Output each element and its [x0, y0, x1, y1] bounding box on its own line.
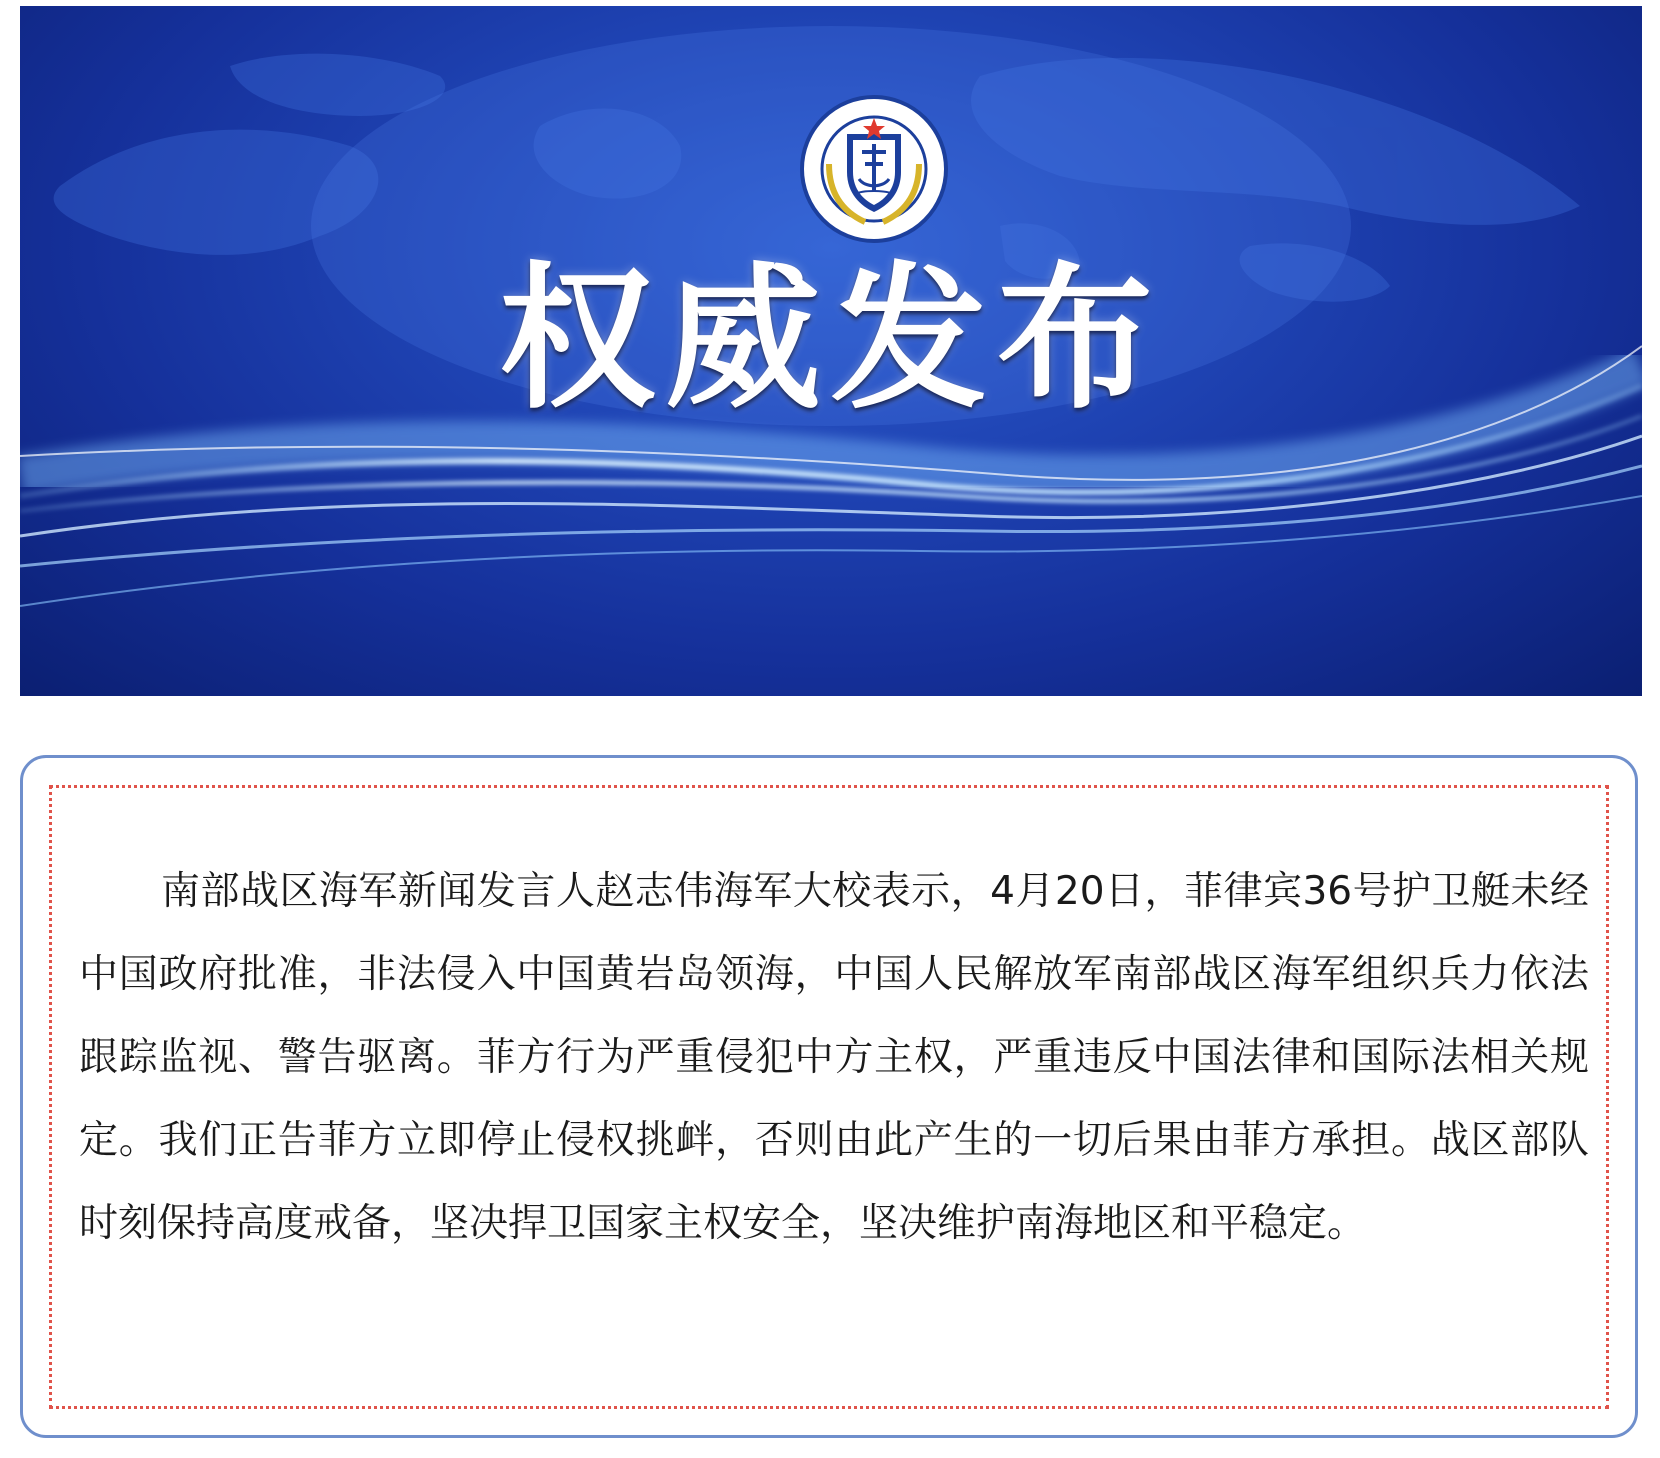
article-card: [20, 755, 1638, 1438]
banner-title: 权威发布: [499, 247, 1163, 430]
article-paragraph: 南部战区海军新闻发言人赵志伟海军大校表示，4月20日，菲律宾36号护卫艇未经中国政府批准，非法侵入中国黄岩岛领海，中国人民解放军南部战区海军组织兵力依法跟踪监视、警告驱离。菲方行为严重侵犯中方主权，严重违反中国法律和国际法相关规定。我们正告菲方立即停止侵权挑衅，否则由此产生的一切后果由菲方承担。战区部队时刻保持高度戒备，坚决捍卫国家主权安全，坚决维护南海地区和平稳定。: [79, 869, 1589, 1246]
southern-theater-command-emblem-icon: [795, 84, 953, 254]
banner: [20, 6, 1642, 696]
